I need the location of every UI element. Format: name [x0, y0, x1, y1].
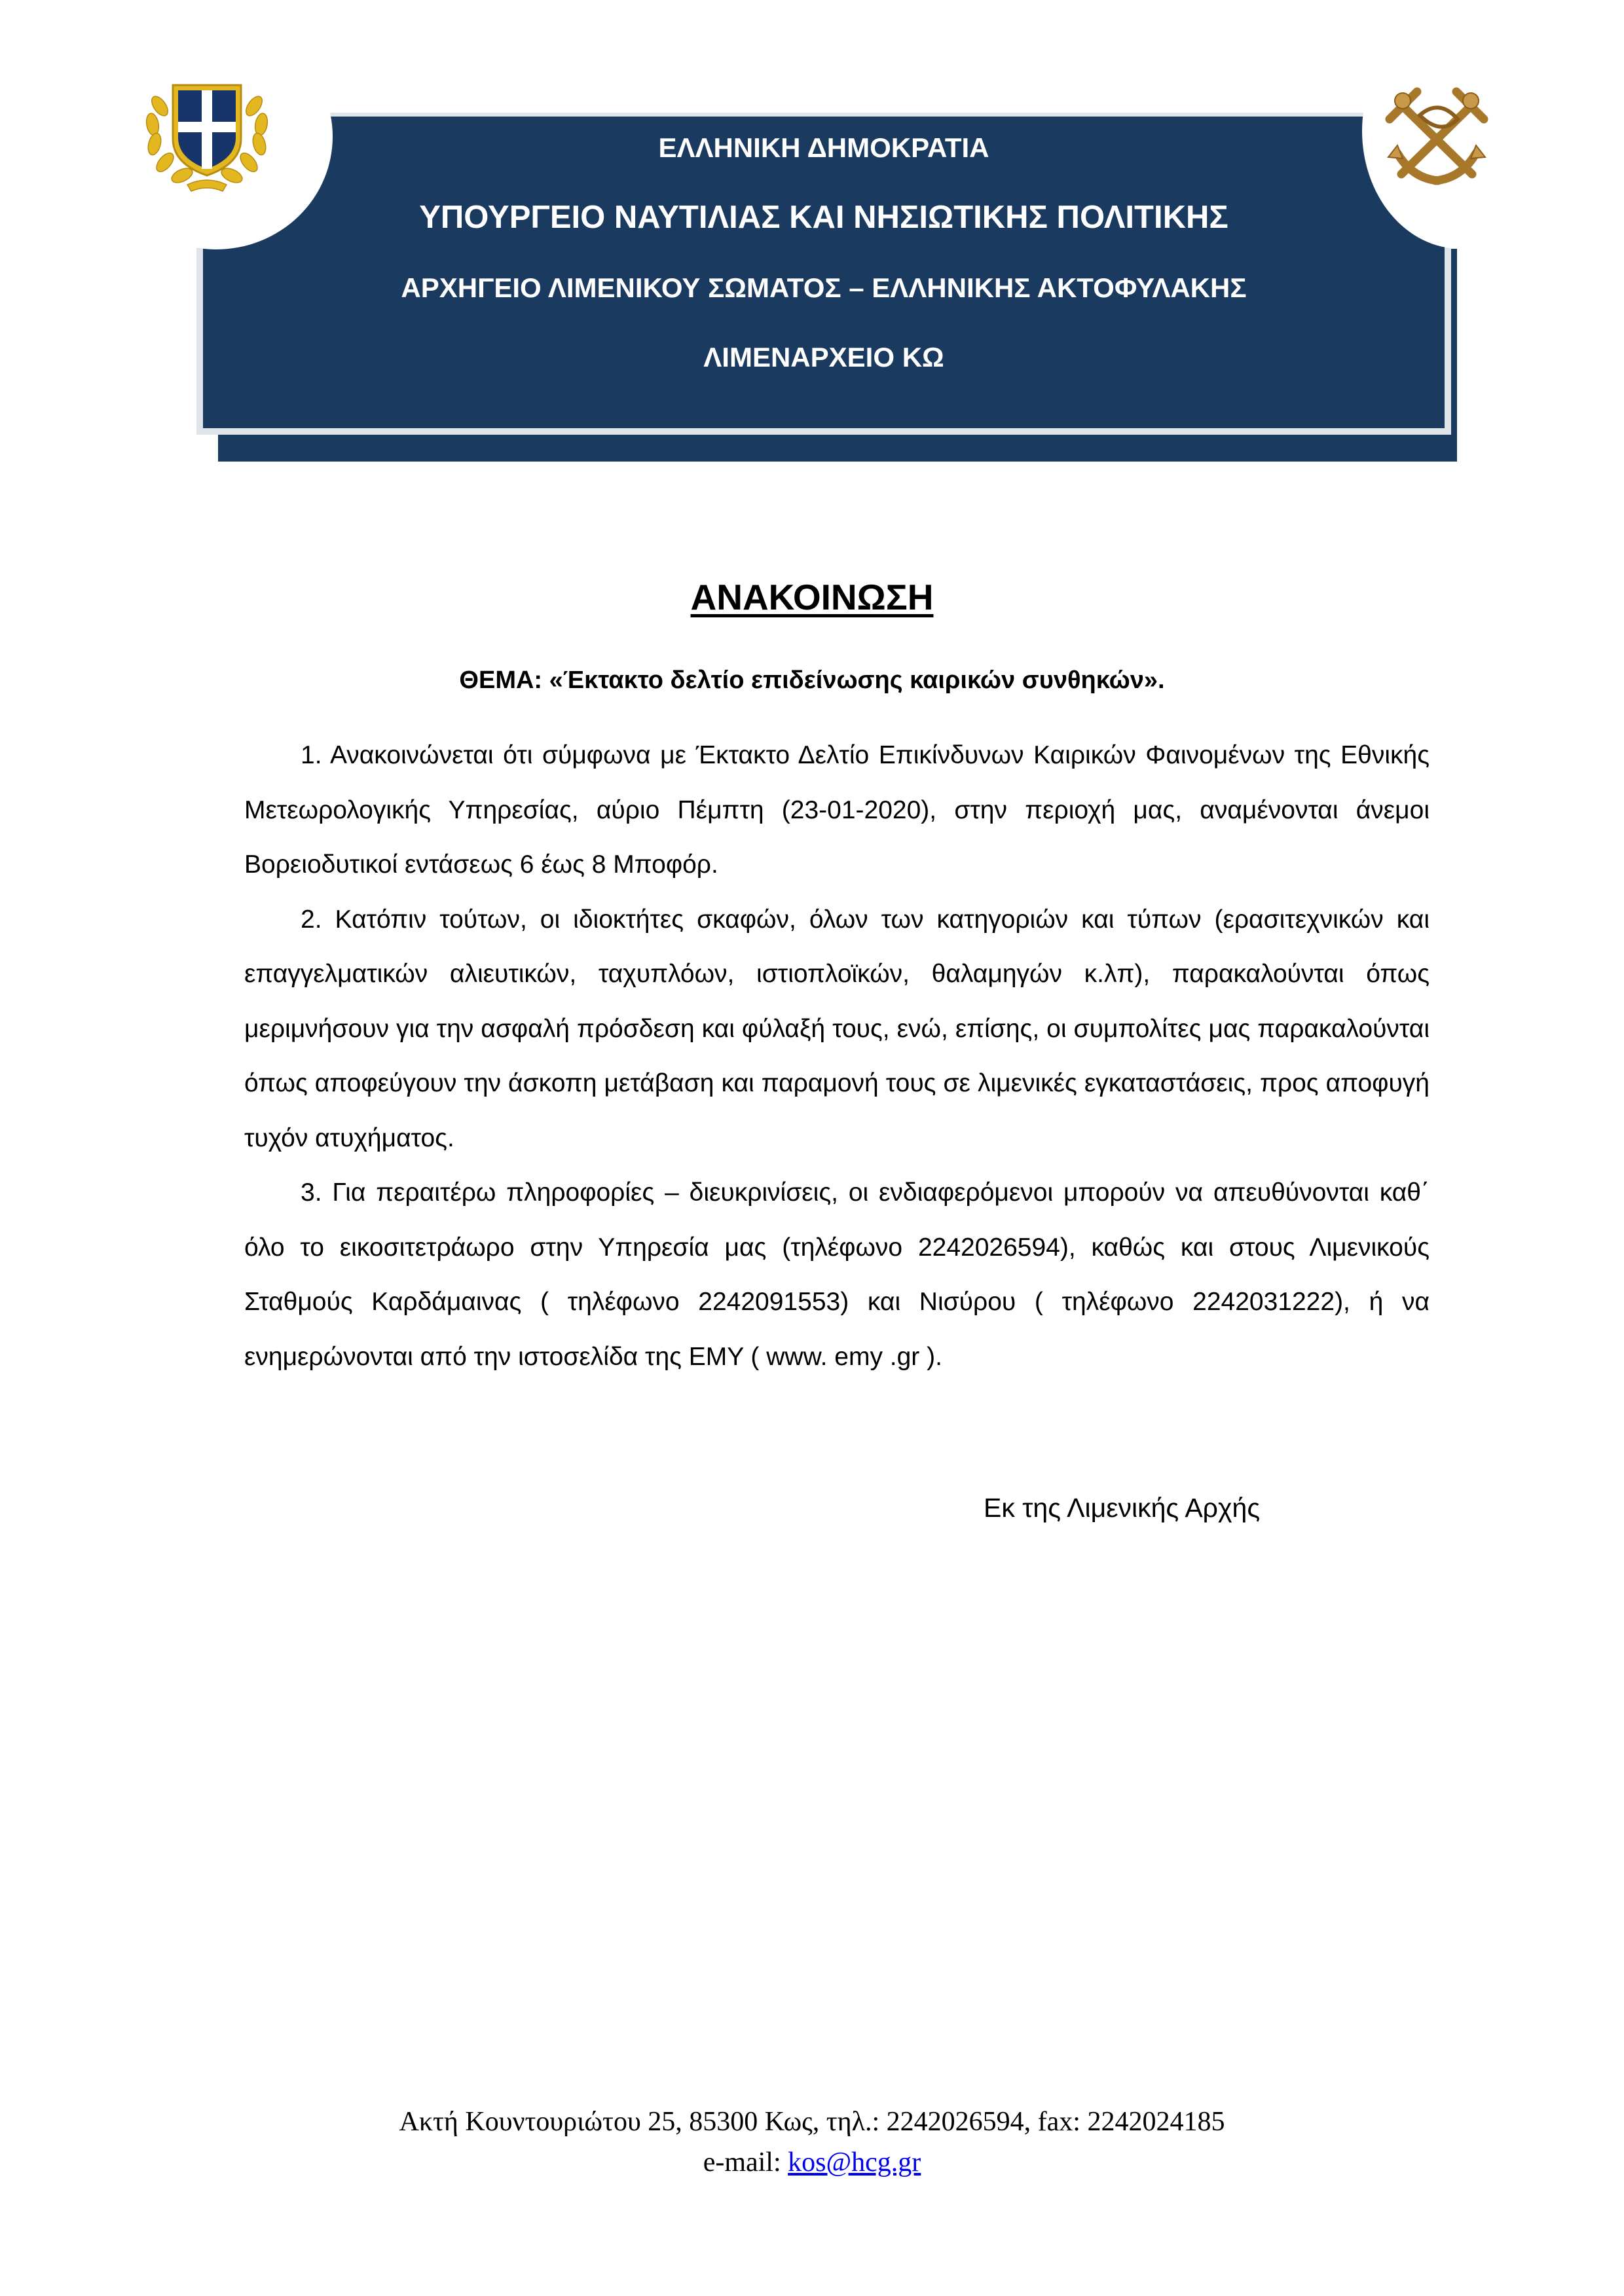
document-subject: ΘΕΜΑ: «Έκτακτο δελτίο επιδείνωσης καιρικών συνθηκών». [459, 666, 1165, 694]
document-body [244, 728, 1430, 1384]
header-banner [203, 117, 1445, 428]
footer-address: Ακτή Κουντουριώτου 25, 85300 Κως, τηλ.: 2242026594, fax: 2242024185 [399, 2107, 1225, 2137]
header-line-coast-guard-hq: ΑΡΧΗΓΕΙΟ ΛΙΜΕΝΙΚΟΥ ΣΩΜΑΤΟΣ – ΕΛΛΗΝΙΚΗΣ ΑΚΤΟΦΥΛΑΚΗΣ [401, 272, 1247, 303]
header-line-republic: ΕΛΛΗΝΙΚΗ ΔΗΜΟΚΡΑΤΙΑ [658, 132, 989, 163]
greek-coat-of-arms-icon [141, 65, 272, 196]
header-line-ministry: ΥΠΟΥΡΓΕΙΟ ΝΑΥΤΙΛΙΑΣ ΚΑΙ ΝΗΣΙΩΤΙΚΗΣ ΠΟΛΙΤΙΚΗΣ [419, 200, 1228, 235]
signature: Εκ της Λιμενικής Αρχής [984, 1493, 1261, 1523]
paragraph-1: 1. Ανακοινώνεται ότι σύμφωνα με Έκτακτο Δελτίο Επικίνδυνων Καιρικών Φαινομένων της Εθνικής Μετεωρολογικής Υπηρεσίας, αύριο Πέμπτη (23-01-2020), στην περιοχή μας, αναμένονται άνεμοι Βορειοδυτικοί εντάσεως 6 έως 8 Μποφόρ. [244, 741, 1430, 879]
paragraph-3: 3. Για περαιτέρω πληροφορίες – διευκρινίσεις, οι ενδιαφερόμενοι μπορούν να απευθύνονται καθ΄ όλο το εικοσιτετράωρο στην Υπηρεσία μας (τηλέφωνο 2242026594), καθώς και στους Λιμενικούς Σταθμούς Καρδάμαινας ( τηλέφωνο 2242091553) και Νισύρου ( τηλέφωνο 2242031222), ή να ενημερώνονται από την ιστοσελίδα της ΕΜΥ ( www. emy .gr ). [244, 1178, 1430, 1371]
document-title: ΑΝΑΚΟΙΝΩΣΗ [690, 577, 934, 617]
header-line-port-authority: ΛΙΜΕΝΑΡΧΕΙΟ ΚΩ [703, 342, 944, 373]
footer-email-link[interactable]: kos@hcg.gr [788, 2147, 921, 2178]
footer-email-line [0, 2142, 1624, 2183]
coast-guard-anchors-icon [1380, 82, 1493, 190]
footer [0, 2102, 1624, 2183]
footer-email-label: e-mail: [703, 2147, 788, 2178]
paragraph-2: 2. Κατόπιν τούτων, οι ιδιοκτήτες σκαφών, όλων των κατηγοριών και τύπων (ερασιτεχνικών και επαγγελματικών αλιευτικών, ταχυπλόων, ιστιοπλοϊκών, θαλαμηγών κ.λπ), παρακαλούνται όπως μεριμνήσουν για την ασφαλή πρόσδεση και φύλαξή τους, ενώ, επίσης, οι συμπολίτες μας παρακαλούνται όπως αποφεύγουν την άσκοπη μετάβαση και παραμονή τους σε λιμενικές εγκαταστάσεις, προς αποφυγή τυχόν ατυχήματος. [244, 905, 1430, 1152]
